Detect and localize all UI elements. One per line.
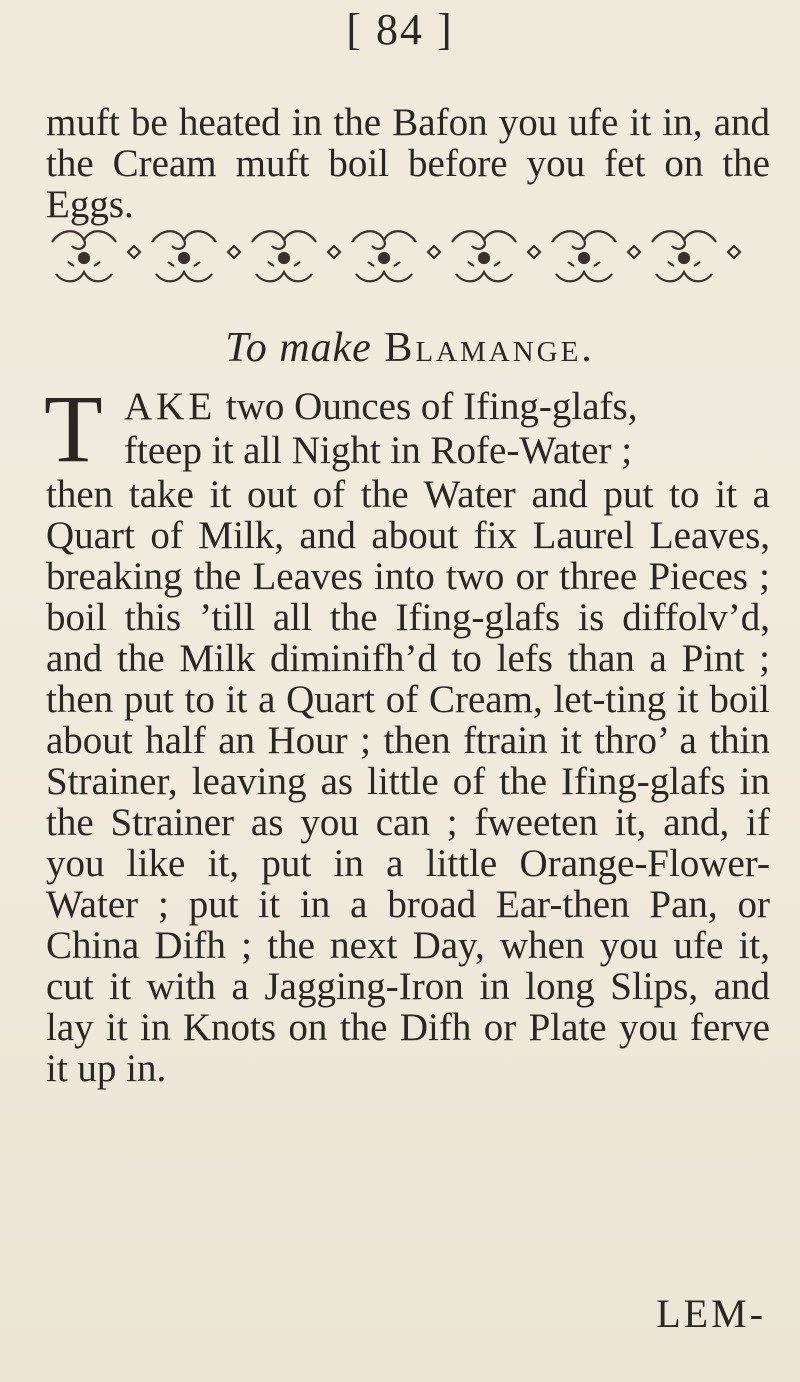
first-line-rest: two Ounces of Ifing-glafs, bbox=[216, 385, 638, 428]
recipe-second-line: fteep it all Night in Rofe-Water ; bbox=[124, 429, 633, 472]
recipe-body: then take it out of the Water and put to it a Quart of Milk, and about fix Laurel Leaves, breaking the Leaves into two or three Pieces ; boil this ’till all the Ifing-glafs is diffolv’d, and the Milk diminifh’d to lefs than a Pint ; then put to it a Quart of Cream, let-ting it boil about half an Hour ; then ftrain it thro’ a thin Strainer, leaving as little of the Ifing-glafs in the Strainer as you can ; fweeten it, and, if you like it, put in a little Orange-Flower-Water ; put it in a broad Ear-then Pan, or China Difh ; the next Day, when you ufe it, cut it with a Jagging-Iron in long Slips, and lay it in Knots on the Difh or Plate you ferve it up in. bbox=[46, 473, 770, 1090]
drop-cap: T bbox=[44, 375, 103, 482]
catchword: LEM- bbox=[656, 1291, 766, 1336]
recipe-title-prefix: To make bbox=[225, 325, 372, 371]
intro-paragraph: muft be heated in the Bafon you ufe it in, and the Cream muft boil before you fet on the Eggs. bbox=[46, 101, 770, 226]
page-number: [ 84 ] bbox=[346, 5, 454, 54]
fleuron-border-icon bbox=[44, 222, 774, 294]
recipe-title bbox=[0, 324, 800, 372]
recipe-title-name: Blamange. bbox=[384, 325, 595, 371]
first-line-caps: AKE bbox=[124, 385, 217, 428]
recipe-first-line bbox=[124, 386, 772, 427]
